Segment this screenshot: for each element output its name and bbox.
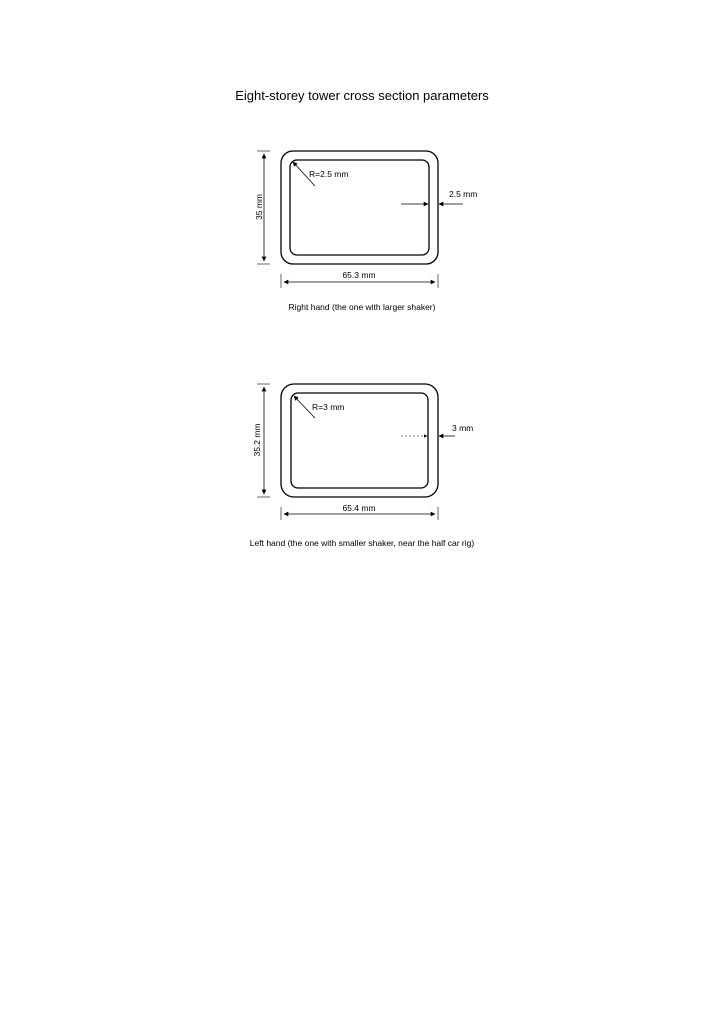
height-label: 35.2 mm <box>252 423 262 457</box>
caption-left-hand: Left hand (the one with smaller shaker, near the half car rig) <box>249 538 475 548</box>
section-right-hand <box>254 151 477 288</box>
thickness-label: 3 mm <box>452 423 474 433</box>
section-left-hand <box>252 384 473 520</box>
outer-wall-outline <box>281 151 438 264</box>
thickness-label: 2.5 mm <box>449 189 478 199</box>
width-label: 65.4 mm <box>342 503 376 513</box>
height-label: 35 mm <box>254 194 264 220</box>
radius-label: R=2.5 mm <box>309 169 349 179</box>
radius-label: R=3 mm <box>312 402 345 412</box>
outer-wall-outline <box>281 384 438 497</box>
caption-right-hand: Right hand (the one with larger shaker) <box>288 302 436 312</box>
width-label: 65.3 mm <box>342 270 376 280</box>
page-title: Eight-storey tower cross section parameters <box>235 88 489 103</box>
